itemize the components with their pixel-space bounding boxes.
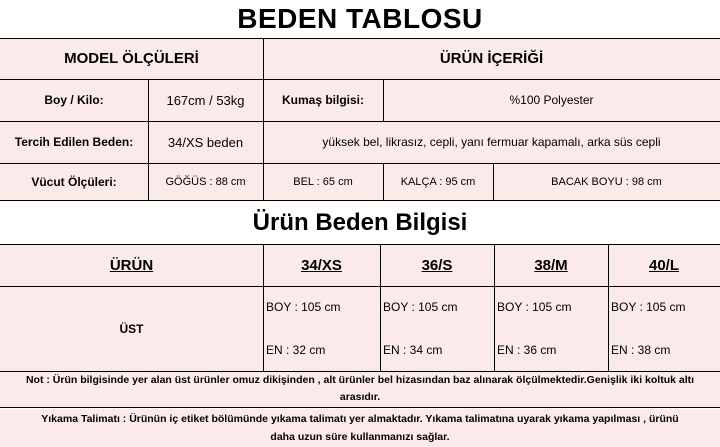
product-content-header: ÜRÜN İÇERİĞİ (439, 50, 544, 67)
divider (608, 244, 609, 371)
length-40-l: BOY : 105 cm (611, 300, 686, 314)
divider (263, 38, 264, 200)
divider (148, 79, 149, 200)
note-line-2: arasıdır. (339, 391, 381, 403)
width-36-s: EN : 34 cm (383, 342, 443, 357)
divider (0, 121, 720, 122)
divider (0, 163, 720, 164)
divider (0, 38, 720, 39)
preferred-size-label: Tercih Edilen Beden: (14, 135, 134, 149)
page-title: BEDEN TABLOSU (0, 0, 720, 38)
product-column-header: ÜRÜN (109, 256, 154, 274)
waist-measurement: BEL : 65 cm (293, 175, 353, 188)
note-line-1: Not : Ürün bilgisinde yer alan üst ürünler omuz dikişinden , alt ürünler bel hizasından baz alınarak ölçülmektedir.Genişlik iki koltuk altı (25, 374, 695, 386)
wash-line-2: daha uzun süre kullanmanızı sağlar. (270, 431, 450, 443)
fabric-label: Kumaş bilgisi: (281, 93, 364, 107)
product-details: yüksek bel, likrasız, cepli, yanı fermuar kapamalı, arka süs cepli (322, 135, 661, 149)
divider (383, 163, 384, 200)
fabric-value: %100 Polyester (509, 93, 594, 107)
hip-measurement: KALÇA : 95 cm (400, 175, 476, 188)
width-34-xs: EN : 32 cm (266, 342, 326, 357)
length-34-xs: BOY : 105 cm (266, 300, 341, 314)
divider (383, 79, 384, 121)
size-header-38-m: 38/M (534, 256, 568, 274)
model-measurements-header: MODEL ÖLÇÜLERİ (64, 50, 199, 67)
leg-measurement: BACAK BOYU : 98 cm (551, 175, 662, 188)
wash-line-1: Yıkama Talimatı : Ürünün iç etiket bölümünde yıkama talimatı yer almaktadır. Yıkama talimatına uyarak yıkama yapılması , ürünü (41, 413, 679, 425)
preferred-size-value: 34/XS beden (167, 134, 244, 150)
divider (380, 244, 381, 371)
length-36-s: BOY : 105 cm (383, 300, 458, 314)
chest-measurement: GÖĞÜS : 88 cm (165, 175, 246, 188)
body-measurements-label: Vücut Ölçüleri: (31, 174, 117, 189)
divider (494, 244, 495, 371)
top-row-label: ÜST (119, 321, 144, 336)
size-section-title: Ürün Beden Bilgisi (0, 201, 720, 244)
divider (0, 79, 720, 80)
divider (0, 244, 720, 245)
height-weight-label: Boy / Kilo: (44, 93, 104, 107)
divider (0, 286, 720, 287)
length-38-m: BOY : 105 cm (497, 300, 572, 314)
size-header-40-l: 40/L (648, 256, 679, 274)
size-header-36-s: 36/S (421, 256, 453, 274)
divider (493, 163, 494, 200)
width-40-l: EN : 38 cm (611, 342, 671, 357)
divider (263, 244, 264, 371)
width-38-m: EN : 36 cm (497, 342, 557, 357)
height-weight-value: 167cm / 53kg (166, 92, 245, 108)
size-header-34-xs: 34/XS (301, 256, 342, 274)
